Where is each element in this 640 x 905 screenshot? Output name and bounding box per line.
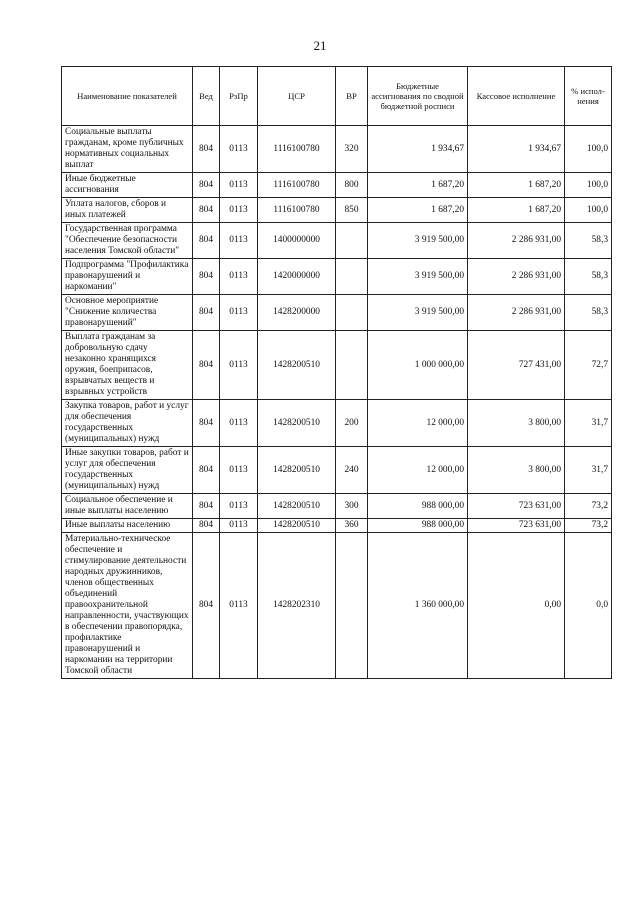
row-name: Государственная программа "Обеспечение безопасности населения Томской области"	[62, 223, 193, 259]
row-cash: 0,00	[468, 533, 565, 679]
row-csr: 1116100780	[258, 126, 336, 173]
row-name: Основное мероприятие "Снижение количества правонарушений"	[62, 295, 193, 331]
table-row	[62, 223, 612, 259]
row-percent: 58,3	[565, 259, 612, 295]
row-vr: 300	[336, 494, 368, 519]
row-ved: 804	[193, 533, 220, 679]
row-vr	[336, 223, 368, 259]
row-rzpr: 0113	[220, 223, 258, 259]
row-csr: 1428202310	[258, 533, 336, 679]
row-rzpr: 0113	[220, 447, 258, 494]
row-rzpr: 0113	[220, 126, 258, 173]
table-row	[62, 331, 612, 400]
row-name: Иные выплаты населению	[62, 519, 193, 533]
table-header-row	[62, 67, 612, 126]
table-row	[62, 173, 612, 198]
row-cash: 1 687,20	[468, 198, 565, 223]
row-assignments: 3 919 500,00	[368, 259, 468, 295]
row-ved: 804	[193, 447, 220, 494]
row-assignments: 1 687,20	[368, 198, 468, 223]
row-percent: 0,0	[565, 533, 612, 679]
row-rzpr: 0113	[220, 259, 258, 295]
row-assignments: 1 000 000,00	[368, 331, 468, 400]
row-cash: 1 934,67	[468, 126, 565, 173]
row-ved: 804	[193, 400, 220, 447]
header-vr: ВР	[336, 67, 368, 126]
row-assignments: 988 000,00	[368, 519, 468, 533]
row-csr: 1428200510	[258, 331, 336, 400]
row-name: Иные бюджетные ассигнования	[62, 173, 193, 198]
table-row	[62, 259, 612, 295]
row-vr	[336, 259, 368, 295]
row-assignments: 988 000,00	[368, 494, 468, 519]
header-ved: Вед	[193, 67, 220, 126]
header-assignments: Бюджетные ассигнования по сводной бюджетной росписи	[368, 67, 468, 126]
row-assignments: 3 919 500,00	[368, 223, 468, 259]
row-vr: 240	[336, 447, 368, 494]
row-assignments: 1 934,67	[368, 126, 468, 173]
row-rzpr: 0113	[220, 295, 258, 331]
row-csr: 1428200000	[258, 295, 336, 331]
row-percent: 58,3	[565, 223, 612, 259]
row-csr: 1428200510	[258, 447, 336, 494]
row-percent: 100,0	[565, 126, 612, 173]
row-name: Уплата налогов, сборов и иных платежей	[62, 198, 193, 223]
row-vr	[336, 533, 368, 679]
table-row	[62, 519, 612, 533]
row-cash: 2 286 931,00	[468, 223, 565, 259]
row-ved: 804	[193, 494, 220, 519]
table-row	[62, 126, 612, 173]
header-name: Наименование показателей	[62, 67, 193, 126]
row-cash: 2 286 931,00	[468, 259, 565, 295]
row-cash: 727 431,00	[468, 331, 565, 400]
table-row	[62, 198, 612, 223]
row-percent: 31,7	[565, 400, 612, 447]
row-ved: 804	[193, 259, 220, 295]
row-rzpr: 0113	[220, 198, 258, 223]
table-row	[62, 533, 612, 679]
row-name: Материально-техническое обеспечение и стимулирование деятельности народных дружинников, членов общественных объединений правоохранительной направленности, участвующих в обеспечении правопорядка, профилактике правонарушений и наркомании на территории Томской области	[62, 533, 193, 679]
row-percent: 72,7	[565, 331, 612, 400]
header-cash: Кассовое исполнение	[468, 67, 565, 126]
row-vr: 200	[336, 400, 368, 447]
row-csr: 1400000000	[258, 223, 336, 259]
row-percent: 73,2	[565, 494, 612, 519]
row-percent: 58,3	[565, 295, 612, 331]
row-csr: 1116100780	[258, 173, 336, 198]
row-cash: 2 286 931,00	[468, 295, 565, 331]
row-rzpr: 0113	[220, 494, 258, 519]
row-csr: 1116100780	[258, 198, 336, 223]
header-csr: ЦСР	[258, 67, 336, 126]
row-ved: 804	[193, 198, 220, 223]
row-assignments: 3 919 500,00	[368, 295, 468, 331]
row-ved: 804	[193, 173, 220, 198]
row-vr	[336, 295, 368, 331]
row-assignments: 12 000,00	[368, 447, 468, 494]
row-percent: 100,0	[565, 173, 612, 198]
table-row	[62, 295, 612, 331]
row-assignments: 12 000,00	[368, 400, 468, 447]
row-ved: 804	[193, 126, 220, 173]
budget-execution-table	[61, 66, 612, 679]
row-rzpr: 0113	[220, 173, 258, 198]
header-percent: % испол-нения	[565, 67, 612, 126]
row-csr: 1428200510	[258, 519, 336, 533]
row-name: Закупка товаров, работ и услуг для обеспечения государственных (муниципальных) нужд	[62, 400, 193, 447]
row-vr: 800	[336, 173, 368, 198]
row-vr: 320	[336, 126, 368, 173]
row-csr: 1428200510	[258, 400, 336, 447]
row-csr: 1420000000	[258, 259, 336, 295]
row-ved: 804	[193, 519, 220, 533]
row-name: Социальное обеспечение и иные выплаты населению	[62, 494, 193, 519]
row-vr: 360	[336, 519, 368, 533]
row-name: Выплата гражданам за добровольную сдачу незаконно хранящихся оружия, боеприпасов, взрывчатых веществ и взрывных устройств	[62, 331, 193, 400]
row-cash: 723 631,00	[468, 494, 565, 519]
row-name: Подпрограмма "Профилактика правонарушений и наркомании"	[62, 259, 193, 295]
page-number: 21	[313, 38, 327, 53]
row-rzpr: 0113	[220, 331, 258, 400]
row-vr: 850	[336, 198, 368, 223]
row-cash: 723 631,00	[468, 519, 565, 533]
row-cash: 1 687,20	[468, 173, 565, 198]
row-assignments: 1 687,20	[368, 173, 468, 198]
table-row	[62, 494, 612, 519]
table-row	[62, 400, 612, 447]
row-cash: 3 800,00	[468, 447, 565, 494]
row-vr	[336, 331, 368, 400]
row-percent: 31,7	[565, 447, 612, 494]
row-ved: 804	[193, 295, 220, 331]
row-ved: 804	[193, 331, 220, 400]
row-name: Иные закупки товаров, работ и услуг для обеспечения государственных (муниципальных) нужд	[62, 447, 193, 494]
row-percent: 73,2	[565, 519, 612, 533]
header-rzpr: РзПр	[220, 67, 258, 126]
table-row	[62, 447, 612, 494]
row-name: Социальные выплаты гражданам, кроме публичных нормативных социальных выплат	[62, 126, 193, 173]
row-cash: 3 800,00	[468, 400, 565, 447]
row-percent: 100,0	[565, 198, 612, 223]
row-rzpr: 0113	[220, 519, 258, 533]
row-csr: 1428200510	[258, 494, 336, 519]
row-assignments: 1 360 000,00	[368, 533, 468, 679]
row-rzpr: 0113	[220, 533, 258, 679]
row-rzpr: 0113	[220, 400, 258, 447]
row-ved: 804	[193, 223, 220, 259]
